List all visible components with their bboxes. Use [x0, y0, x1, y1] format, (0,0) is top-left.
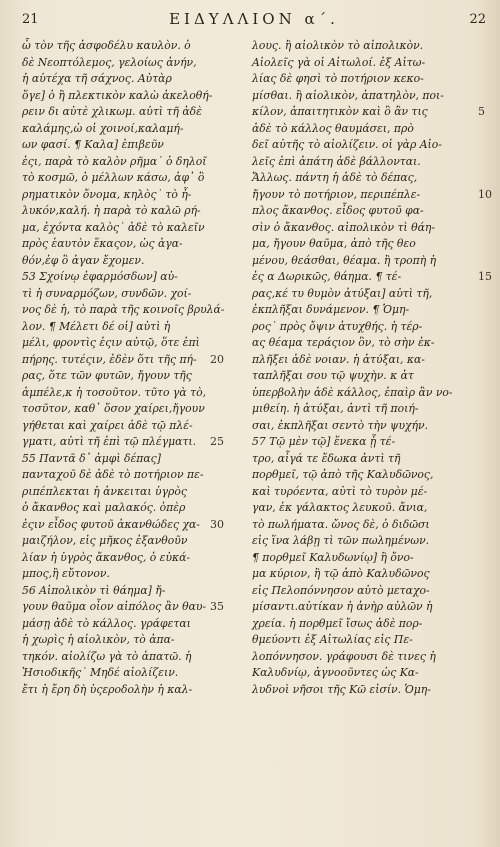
text-line	[252, 104, 484, 121]
text-line	[252, 533, 484, 550]
text-line	[252, 484, 484, 501]
text-line	[22, 616, 220, 633]
line-text: μένου, θεάσθαι, θέαμα. ἢ τροπὴ ἡ	[252, 253, 437, 267]
line-text: ἀμπέλε,κ ἡ τοσοῦτον. τῦτο γὰ τὸ,	[22, 385, 207, 399]
text-line	[252, 682, 484, 699]
text-line	[252, 368, 484, 385]
line-text: ὁ ἄκανθος καὶ μαλακός. ὁπὲρ	[22, 501, 186, 514]
line-text: ἤγουν τὸ ποτήριον, περιπέπλε-	[252, 187, 421, 201]
text-line	[252, 269, 492, 286]
text-line	[22, 71, 220, 88]
text-line	[22, 220, 220, 237]
text-line	[252, 665, 484, 682]
text-line	[22, 368, 220, 385]
text-line	[252, 418, 484, 435]
line-text: ων φασί. ¶ Καλα] ἐπιβεῦν	[22, 138, 164, 151]
text-line	[252, 599, 484, 616]
line-number: 20	[210, 352, 224, 366]
line-text: πλῆξει ἀδὲ νοιαν. ἡ ἀτύξαι, κα-	[252, 352, 425, 366]
line-text: μιθείη. ἡ ἀτύξαι, ἀντὶ τῆ ποιή-	[252, 402, 419, 415]
line-text: ρος˙ πρὸς ὄψιν ἀτυχθής. ἡ τέρ-	[252, 319, 423, 333]
line-text: δὲ Νεοπτόλεμος, γελοίως ἀνήν,	[22, 55, 197, 69]
line-text: λοπόννησον. γράφουσι δὲ τινες ἡ	[252, 649, 436, 663]
text-line	[22, 682, 220, 699]
line-text: ριπέπλεκται ἡ ἀνκειται ὑγρὸς	[22, 484, 187, 498]
line-text: 57 Τῷ μὲν τῷ] ἕνεκα ᾗ τέ-	[252, 435, 396, 448]
text-line	[22, 451, 220, 468]
line-text: ἐςιν εἶδος φυτοῦ ἀκανθώδες χα-	[22, 517, 200, 531]
line-text: Καλυδνίῳ, ἀγνοοῦντες ὡς Κα-	[252, 666, 419, 679]
line-text: ἐκπλῆξαι δυνάμενον. ¶ Ὁμη-	[252, 303, 410, 316]
line-text: πήρης. τυτέςιν, ἐδὲν ὅτι τῆς πή-	[22, 352, 197, 366]
line-text: ὧ τὸν τῆς ἀσφοδέλυ καυλὸν. ὁ	[22, 39, 191, 52]
text-line	[252, 451, 484, 468]
text-line	[252, 253, 484, 270]
line-text: τὶ ἡ συναρμόζων, συνδῶν. χοί-	[22, 286, 192, 300]
text-line	[252, 352, 484, 369]
line-text: εἰς Πελοπόννησον αὐτὸ μεταχο-	[252, 583, 430, 597]
line-text: λυδνοὶ νῆσοι τῆς Κῶ εἰσίν. Ὁμη-	[252, 682, 431, 696]
line-text: ρας,κέ τυ θυμὸν ἀτύξαι] αὐτὶ τῆ,	[252, 286, 433, 300]
line-text: εἰς ἵνα λάβῃ τὶ τῶν πωλημένων.	[252, 534, 430, 547]
line-text: τὸ πωλήματα. ὤνος δὲ, ὁ διδῶσι	[252, 517, 430, 531]
text-line	[22, 533, 220, 550]
line-text: γματι, αὐτὶ τῆ ἐπὶ τῷ πλέγματι.	[22, 435, 197, 448]
line-text: γήθεται καὶ χαίρει ἀδὲ τῷ πλέ-	[22, 418, 193, 432]
line-text: ἐςι, παρὰ τὸ καλὸν ρῆμα˙ ὁ δηλοῖ	[22, 154, 207, 168]
line-text: ἡ χωρὶς ἡ αἰολικὸν, τὸ ἀπα-	[22, 633, 175, 646]
text-line	[22, 286, 220, 303]
line-number: 30	[210, 517, 224, 531]
text-line	[252, 500, 484, 517]
line-text: τηκόν. αἰολίζω γὰ τὸ ἀπατῶ. ἡ	[22, 649, 192, 663]
right-text-column	[252, 38, 492, 698]
text-line	[22, 418, 220, 435]
line-text: ας θέαμα τεράςιον ὃν, τὸ σὴν ἐκ-	[252, 336, 435, 349]
line-text: τρο, αἶγά τε ἔδωκα ἀντὶ τῆ	[252, 451, 401, 465]
line-text: 55 Παντᾶ δ᾽ ἀμφὶ δέπας]	[22, 451, 161, 465]
text-line	[22, 137, 220, 154]
text-line	[252, 550, 484, 567]
line-text: σαι, ἐκπλῆξαι σεντὸ τὴν ψυχήν.	[252, 418, 429, 432]
text-line	[252, 649, 484, 666]
line-text: γουν θαῦμα οἷον αἰπόλος ἂν θαυ-	[22, 600, 207, 613]
line-text: ¶ πορθμεῖ Καλυδωνίῳ] ἢ ὄνο-	[252, 550, 414, 564]
line-text: θμεύοντι ἐξ Αἰτωλίας εἰς Πε-	[252, 633, 413, 646]
line-text: θόν,ἐφ ὃ ἀγαν ἔχομεν.	[22, 253, 145, 267]
line-text: ρηματικὸν ὄνομα, κηλὸς˙ τὸ ἦ-	[22, 187, 192, 201]
text-line	[252, 434, 484, 451]
text-line	[252, 616, 484, 633]
text-line	[252, 38, 484, 55]
text-line	[22, 550, 220, 567]
text-line	[252, 55, 484, 72]
text-line	[22, 154, 220, 171]
line-text: μαιζήλον, εἰς μῆκος ἐξανθοῦν	[22, 534, 188, 547]
line-text: καὶ τυρόεντα, αὐτὶ τὸ τυρὸν μέ-	[252, 484, 428, 498]
line-text: νος δὲ ἡ, τὸ παρὰ τῆς κοινοῖς βρυλά-	[22, 303, 225, 316]
text-line	[252, 517, 484, 534]
line-text: τὸ κοσμῶ, ὁ μέλλων κάσω, ἀφ᾽ ὃ	[22, 171, 205, 184]
line-text: Ἡσιοδικῆς˙ Μηδέ αἰολίζειν.	[22, 666, 179, 679]
text-line	[252, 137, 484, 154]
line-text: ἀδὲ τὸ κάλλος θαυμάσει, πρὸ	[252, 121, 414, 135]
line-text: δεῖ αὐτῆς τὸ αἰολίζειν. οἱ γὰρ Αἰο-	[252, 138, 442, 151]
line-text: χρεία. ἡ πορθμεῖ ἴσως ἀδὲ πορ-	[252, 616, 423, 630]
line-text: μάσῃ ἀδὲ τὸ κάλλος. γράφεται	[22, 616, 191, 630]
text-line	[252, 385, 484, 402]
line-number: 15	[478, 270, 492, 283]
text-line	[22, 236, 220, 253]
line-number: 25	[210, 435, 224, 448]
line-text: 56 Αἰπολικὸν τὶ θάημα] ἤ-	[22, 583, 166, 597]
left-text-column	[22, 38, 225, 698]
text-line	[22, 385, 220, 402]
line-text: καλάμης,ὡ οἱ χοινοί,καλαμή-	[22, 121, 184, 135]
text-line	[22, 649, 220, 666]
line-text: Ἄλλως. πάντη ἡ ἀδὲ τὸ δέπας,	[252, 171, 418, 184]
line-text: σὶν ὁ ἄκανθος. αἰπολικὸν τὶ θάη-	[252, 220, 435, 234]
line-text: λυκόν,καλή. ἡ παρὰ τὸ καλῶ ρή-	[22, 204, 201, 217]
line-text: πλος ἄκανθος. εἶδος φυτοῦ φα-	[252, 204, 424, 217]
line-text: ὑπερβολὴν ἀδὲ κάλλος, ἐπαὶρ ἂν νο-	[252, 385, 453, 399]
line-number: 35	[210, 600, 224, 613]
text-line	[22, 500, 220, 517]
line-text: γαν, ἐκ γάλακτος λευκοῦ. ἄνια,	[252, 501, 428, 514]
text-line	[252, 632, 484, 649]
line-text: λεῖς ἐπὶ ἀπάτη ἀδὲ βάλλονται.	[252, 154, 421, 168]
line-text: μίσαντι.αὐτίκαν ἡ ἀνὴρ αὐλῶν ἡ	[252, 600, 433, 613]
text-line	[22, 484, 220, 501]
text-line	[252, 203, 484, 220]
text-line	[252, 187, 492, 204]
line-text: πανταχοῦ δὲ ἀδὲ τὸ ποτήριον πε-	[22, 468, 204, 481]
text-line	[252, 121, 484, 138]
text-line	[22, 55, 220, 72]
text-line	[22, 401, 220, 418]
text-line	[252, 220, 484, 237]
text-line	[22, 517, 224, 534]
text-line	[252, 88, 484, 105]
text-line	[252, 154, 484, 171]
line-text: πορθμεῖ, τῷ ἀπὸ τῆς Καλυδῶνος,	[252, 468, 434, 481]
text-line	[252, 335, 484, 352]
text-line	[252, 401, 484, 418]
line-text: ρειν δι αὐτὲ χλικωμ. αὐτὶ τῆ ἀδὲ	[22, 105, 202, 118]
line-number: 5	[478, 105, 485, 118]
text-line	[252, 566, 484, 583]
text-line	[22, 302, 225, 319]
line-text: λους. ἢ αἰολικὸν τὸ αἰπολικὸν.	[252, 39, 424, 52]
line-text: πρὸς ἑαυτὸν ἕκαςον, ὡς ἀγα-	[22, 237, 183, 250]
line-text: μπος,ἢ εὔτονον.	[22, 567, 110, 580]
text-line	[252, 170, 484, 187]
running-title: ΕΙΔΥΛΛΙΟΝ α΄.	[169, 10, 339, 28]
text-line	[22, 632, 220, 649]
text-line	[252, 319, 484, 336]
text-line	[252, 286, 484, 303]
text-line	[22, 170, 220, 187]
line-text: ρας, ὅτε τῶν φυτῶν, ἤγουν τῆς	[22, 369, 192, 382]
text-line	[22, 335, 220, 352]
text-line	[22, 253, 220, 270]
text-line	[22, 467, 220, 484]
line-text: λον. ¶ Μέλετι δέ οἱ] αὐτὶ ἡ	[22, 319, 171, 333]
text-line	[22, 104, 220, 121]
line-text: 53 Σχοίνῳ ἐφαρμόσδων] αὐ-	[22, 270, 178, 283]
line-text: κίλον, ἀπαιτητικὸν καὶ ὃ ἂν τις	[252, 105, 428, 118]
text-line	[22, 665, 220, 682]
line-text: μα κύριον, ἢ τῷ ἀπὸ Καλυδῶνος	[252, 567, 430, 580]
line-text: μα, ἐχόντα καλὸς˙ ἀδὲ τὸ καλεῖν	[22, 220, 205, 234]
text-line	[22, 187, 220, 204]
left-page-number: 21	[22, 12, 39, 27]
text-line	[22, 352, 224, 369]
line-text: λίας δὲ φησὶ τὸ ποτήριον κεκο-	[252, 72, 424, 85]
text-line	[22, 319, 220, 336]
text-line	[252, 302, 484, 319]
text-line	[22, 203, 220, 220]
line-text: ἔτι ἡ ἔρη δὴ ὑςεροδολὴν ἡ καλ-	[22, 682, 193, 696]
line-text: ἐς α Δωρικῶς, θάημα. ¶ τέ-	[252, 270, 402, 283]
right-page-number: 22	[469, 12, 486, 27]
line-text: ταπλῆξαι σου τῷ ψυχὴν. κ ἀτ	[252, 369, 414, 382]
text-line	[22, 88, 220, 105]
page-header	[22, 10, 486, 32]
line-number: 10	[478, 187, 492, 201]
text-line	[22, 269, 220, 286]
line-text: μίσθαι. ἢ αἰολικὸν, ἀπατηλὸν, ποι-	[252, 88, 444, 102]
text-line	[252, 71, 484, 88]
line-text: τοσῦτον, καθ᾽ ὅσον χαίρει,ἤγουν	[22, 402, 205, 415]
line-text: ἡ αὐτέχα τῆ σάχνος. Αὐτὰρ	[22, 72, 172, 85]
line-text: ὅγε] ὁ ἢ πλεκτικὸν καλὼ ἀκελοθή-	[22, 88, 213, 102]
text-line	[22, 583, 220, 600]
text-line	[252, 236, 484, 253]
line-text: μέλι, φροντὶς ἐςιν αὐτῷ, ὅτε ἐπὶ	[22, 336, 200, 349]
text-line	[22, 566, 220, 583]
text-line	[252, 583, 484, 600]
line-text: λίαν ἡ ὑγρὸς ἄκανθος, ὁ εὐκά-	[22, 550, 191, 564]
text-line	[22, 599, 224, 616]
line-text: μα, ἤγουν θαῦμα, ἀπὸ τῆς θεο	[252, 237, 416, 250]
text-line	[22, 38, 220, 55]
text-line	[22, 434, 224, 451]
text-line	[252, 467, 484, 484]
line-text: Αἰολεῖς γὰ οἱ Αἰτωλοί. ἐξ Αἰτω-	[252, 55, 426, 69]
text-line	[22, 121, 220, 138]
